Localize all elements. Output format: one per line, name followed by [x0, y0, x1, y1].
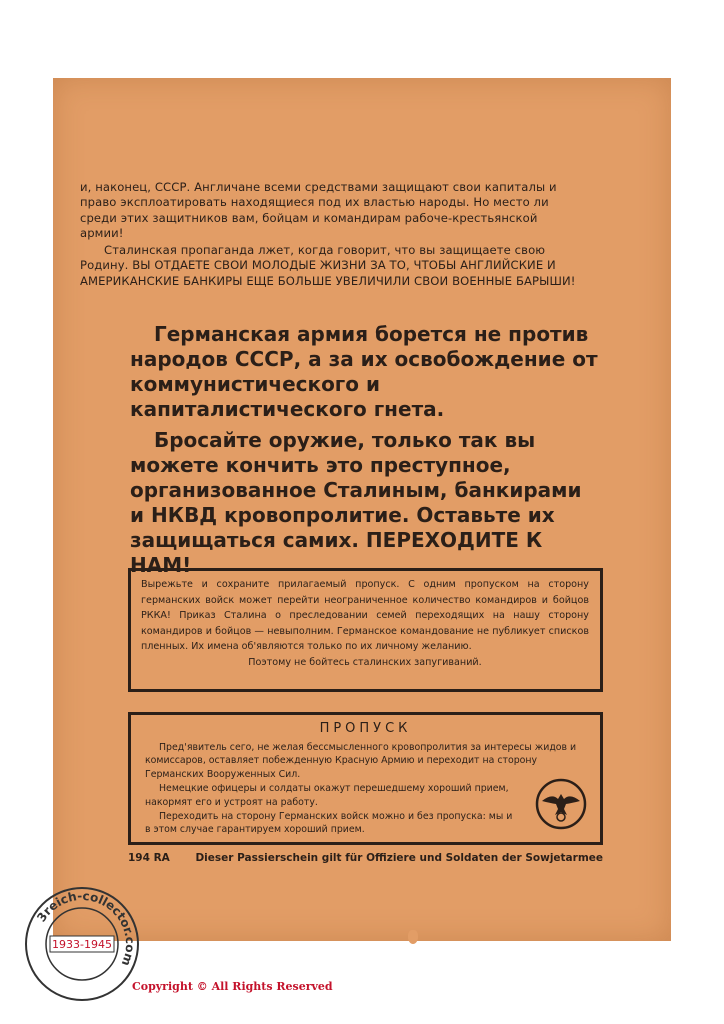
bold-statement-2: Бросайте оружие, только так вы можете кончить это преступное, организованное Сталиным, банкирами и НКВД кровопролитие. Оставьте их защищаться самих. ПЕРЕХОДИТЕ К НАМ!	[130, 428, 582, 577]
pass-title: ПРОПУСК	[319, 721, 412, 736]
pass-paragraph-2: Немецкие офицеры и солдаты окажут перешедшему хороший прием, накормят его и устроят на работу.	[145, 783, 509, 808]
pass-paragraph-1: Пред'явитель сего, не желая бессмысленного кровопролития за интересы жидов и комиссаров, оставляет побежденную Красную Армию и переходит на сторону Германских Вооруженных Сил.	[145, 742, 577, 780]
paragraph-1: и, наконец, СССР. Англичане всеми средствами защищают свои капиталы и право эксплоатировать находящиеся под их властью народы. Но место ли среди этих защитников вам, бойцам и командирам рабоче-крестьянской армии!	[80, 180, 557, 240]
bold-statement-1: Германская армия борется не против народов СССР, а за их освобождение от коммунистического и капиталистического гнета.	[130, 322, 598, 421]
leaflet-code: 194 RA	[128, 852, 170, 864]
paper-tear	[408, 930, 418, 944]
instruction-box	[128, 568, 603, 692]
eagle-emblem-icon	[534, 777, 588, 831]
pass-box	[128, 712, 603, 845]
footer-german-line: Dieser Passierschein gilt für Offiziere und Soldaten der Sowjetarmee	[195, 852, 603, 864]
stamp-ring-text: 3reich-collector.com	[34, 888, 138, 968]
collector-stamp-icon	[22, 884, 142, 1004]
instruction-text: Вырежьте и сохраните прилагаемый пропуск. С одним пропуском на сторону германских войск может перейти неограниченное количество командиров и бойцов РККА! Приказ Сталина о преследовании семей переходящих на нашу сторону командиров и бойцов — невыполним. Германское командование не публикует списков пленных. Их имена об'являются только по их личному желанию.	[141, 579, 589, 652]
paragraph-2: Сталинская пропаганда лжет, когда говорит, что вы защищаете свою Родину. ВЫ ОТДАЕТЕ СВОИ МОЛОДЫЕ ЖИЗНИ ЗА ТО, ЧТОБЫ АНГЛИЙСКИЕ И АМЕРИКАНСКИЕ БАНКИРЫ ЕЩЕ БОЛЬШЕ УВЕЛИЧИЛИ СВОИ ВОЕННЫЕ БАРЫШИ!	[80, 243, 576, 288]
instruction-last-line: Поэтому не бойтесь сталинских запугиваний.	[248, 656, 482, 668]
copyright-notice: Copyright © All Rights Reserved	[132, 980, 333, 993]
stamp-years: 1933-1945	[52, 938, 112, 951]
footer	[128, 852, 603, 864]
pass-paragraph-3: Переходить на сторону Германских войск можно и без пропуска: мы и в этом случае гарантируем хороший прием.	[145, 811, 513, 836]
